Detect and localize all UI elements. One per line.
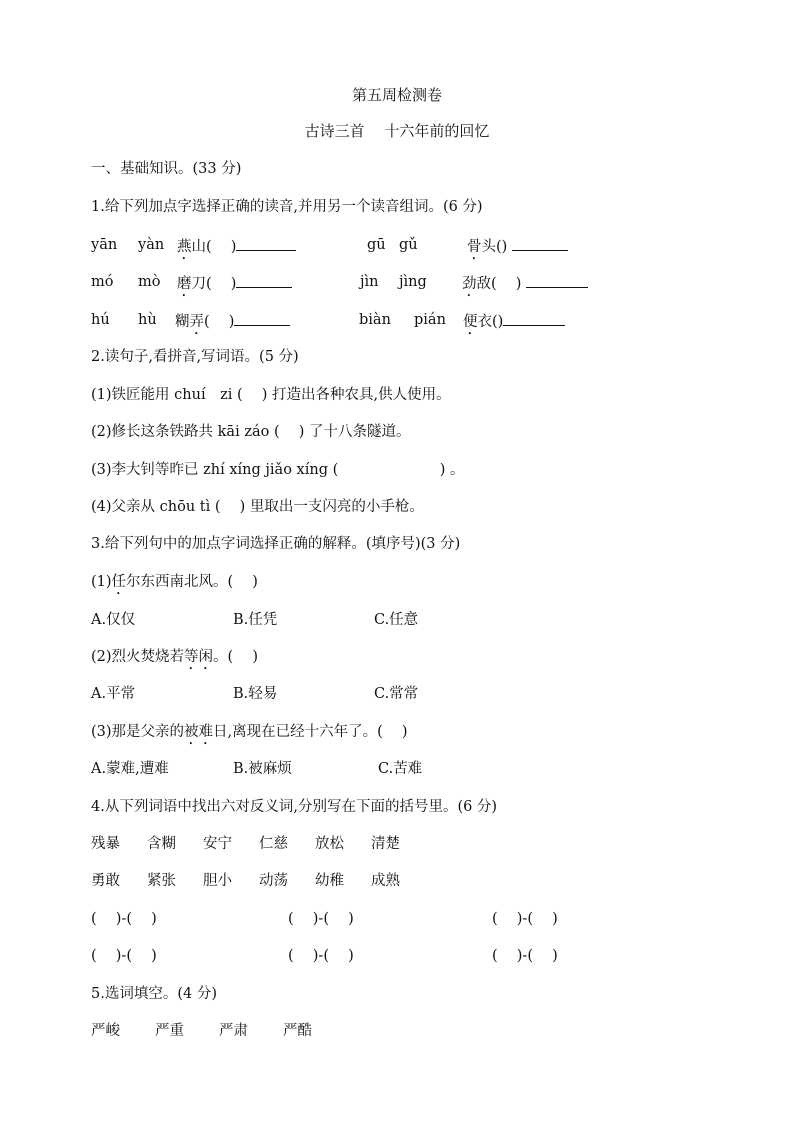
q3-item-2-option-c: C.常常: [374, 686, 419, 702]
q5-word: 严峻: [91, 1023, 120, 1039]
q3-item-1: [91, 573, 258, 598]
q3-item-2-option-a: A.平常: [91, 686, 136, 702]
q3-item-1-option-c: C.任意: [374, 612, 419, 628]
q1-r1a-post: 山(: [191, 239, 212, 255]
q1-r1a-pinyin1: yān: [91, 237, 118, 253]
q3-item-1-option-a: A.仅仅: [91, 612, 136, 628]
q1-r2b-dotted: 劲: [462, 276, 477, 292]
q1-r3a-word: [175, 311, 290, 338]
q3-item-2-option-b: B.轻易: [233, 686, 278, 702]
q1-r2b-word: [462, 273, 588, 300]
q1-r1a-pinyin2: yàn: [138, 237, 165, 253]
q4-answer-pair[interactable]: ( )-( ): [492, 948, 558, 964]
q1-r2b-answer-blank[interactable]: [526, 273, 588, 288]
q4-word: 残暴: [91, 836, 120, 852]
q1-r3a-pre: 糊: [175, 314, 190, 330]
q1-r2a-pinyin1: mó: [91, 274, 114, 290]
q4-word: 勇敢: [91, 873, 120, 889]
q4-word: 安宁: [203, 836, 232, 852]
q3-item-1-post: 尔东西南北风。( ): [126, 574, 258, 590]
q1-r2a-answer-blank[interactable]: [236, 273, 292, 288]
q3-item-3-option-c: C.苦难: [378, 761, 423, 777]
q1-r3b-word: [463, 311, 565, 338]
q4-word: 幼稚: [315, 873, 344, 889]
q1-r3a-close: ): [228, 314, 235, 330]
q1-r1b-pinyin1: gū: [367, 237, 386, 253]
q4-word: 成熟: [371, 873, 400, 889]
q1-r1b-post: 头(: [481, 239, 502, 255]
q1-r2a-close: ): [230, 276, 237, 292]
q1-r2b-post: 敌(: [476, 276, 497, 292]
q3-item-2-dotted: 等闲: [184, 649, 214, 665]
q1-r3b-post: 衣(: [477, 314, 498, 330]
q1-r1b-answer-blank[interactable]: [512, 236, 568, 251]
q3-item-3-dotted: 被难: [184, 724, 214, 740]
q1-r3b-close: ): [497, 314, 504, 330]
q1-r3a-answer-blank[interactable]: [234, 311, 290, 326]
q4-answer-pair[interactable]: ( )-( ): [288, 948, 354, 964]
q1-r1a-answer-blank[interactable]: [236, 236, 296, 251]
q4-answer-pair[interactable]: ( )-( ): [492, 911, 558, 927]
q4-word: 动荡: [259, 873, 288, 889]
q1-r1a-close: ): [230, 239, 237, 255]
q2-item-4: (4)父亲从 chōu tì ( ) 里取出一支闪亮的小手枪。: [91, 499, 424, 515]
q1-r2a-dotted: 磨: [177, 276, 192, 292]
q4-word: 紧张: [147, 873, 176, 889]
q1-r2a-word: [177, 273, 292, 300]
q4-prompt: 4.从下列词语中找出六对反义词,分别写在下面的括号里。(6 分): [91, 799, 498, 815]
q4-word: 清楚: [371, 836, 400, 852]
q1-r3b-dotted: 便: [463, 314, 478, 330]
q1-r3a-pinyin1: hú: [91, 312, 110, 328]
q5-prompt: 5.选词填空。(4 分): [91, 986, 217, 1002]
q2-prompt: 2.读句子,看拼音,写词语。(5 分): [91, 349, 299, 365]
q4-word: 仁慈: [259, 836, 288, 852]
q3-prompt: 3.给下列句中的加点字词选择正确的解释。(填序号)(3 分): [91, 536, 461, 552]
q1-r2b-close: ): [515, 276, 522, 292]
q3-item-3-post: 日,离现在已经十六年了。( ): [213, 724, 408, 740]
q1-r2b-pinyin1: jìn: [360, 274, 379, 290]
q4-word: 放松: [315, 836, 344, 852]
q1-r3b-pinyin2: pián: [414, 312, 446, 328]
q1-r3b-answer-blank[interactable]: [503, 311, 565, 326]
q3-item-2: [91, 648, 258, 673]
q1-r1b-dotted: 骨: [467, 239, 482, 255]
q1-r3a-dotted: 弄: [189, 314, 204, 330]
q2-item-1: (1)铁匠能用 chuí zi ( ) 打造出各种农具,供人使用。: [91, 387, 451, 403]
q1-r2a-post: 刀(: [191, 276, 212, 292]
q5-word: 严重: [155, 1023, 184, 1039]
q4-answer-pair[interactable]: ( )-( ): [288, 911, 354, 927]
q5-word: 严肃: [219, 1023, 248, 1039]
q2-item-3: (3)李大钊等昨已 zhí xíng jiǎo xíng ( ) 。: [91, 462, 465, 478]
q1-r1a-word: [177, 236, 296, 263]
page-subtitle: 古诗三首 十六年前的回忆: [304, 122, 490, 140]
q1-r1b-close: ): [501, 239, 508, 255]
q2-item-2: (2)修长这条铁路共 kāi záo ( ) 了十八条隧道。: [91, 424, 411, 440]
q4-answer-pair[interactable]: ( )-( ): [91, 911, 157, 927]
q3-item-1-option-b: B.任凭: [233, 612, 278, 628]
q3-item-3: [91, 723, 408, 748]
q4-word: 胆小: [203, 873, 232, 889]
q1-r1b-pinyin2: gǔ: [399, 237, 418, 253]
page-title: 第五周检测卷: [351, 86, 442, 104]
q1-r2b-pinyin2: jìng: [399, 274, 427, 290]
q1-r3b-pinyin1: biàn: [359, 312, 391, 328]
q4-answer-pair[interactable]: ( )-( ): [91, 948, 157, 964]
q1-r1a-dotted: 燕: [177, 239, 192, 255]
q3-item-3-option-b: B.被麻烦: [233, 761, 292, 777]
q1-r3a-pinyin2: hù: [138, 312, 157, 328]
q3-item-1-dotted: 任: [111, 574, 127, 590]
q4-word: 含糊: [147, 836, 176, 852]
q1-r1b-word: [467, 236, 568, 263]
q5-word: 严酷: [283, 1023, 312, 1039]
section-heading: 一、基础知识。(33 分): [91, 161, 242, 177]
q3-item-3-pre: (3)那是父亲的: [91, 724, 185, 740]
q3-item-3-option-a: A.蒙难,遭难: [91, 761, 169, 777]
q1-r2a-pinyin2: mò: [138, 274, 161, 290]
q1-r3a-post: (: [204, 314, 210, 330]
q3-item-1-pre: (1): [91, 574, 112, 590]
q1-prompt: 1.给下列加点字选择正确的读音,并用另一个读音组词。(6 分): [91, 199, 483, 215]
q3-item-2-post: 。( ): [213, 649, 258, 665]
q3-item-2-pre: (2)烈火焚烧若: [91, 649, 185, 665]
